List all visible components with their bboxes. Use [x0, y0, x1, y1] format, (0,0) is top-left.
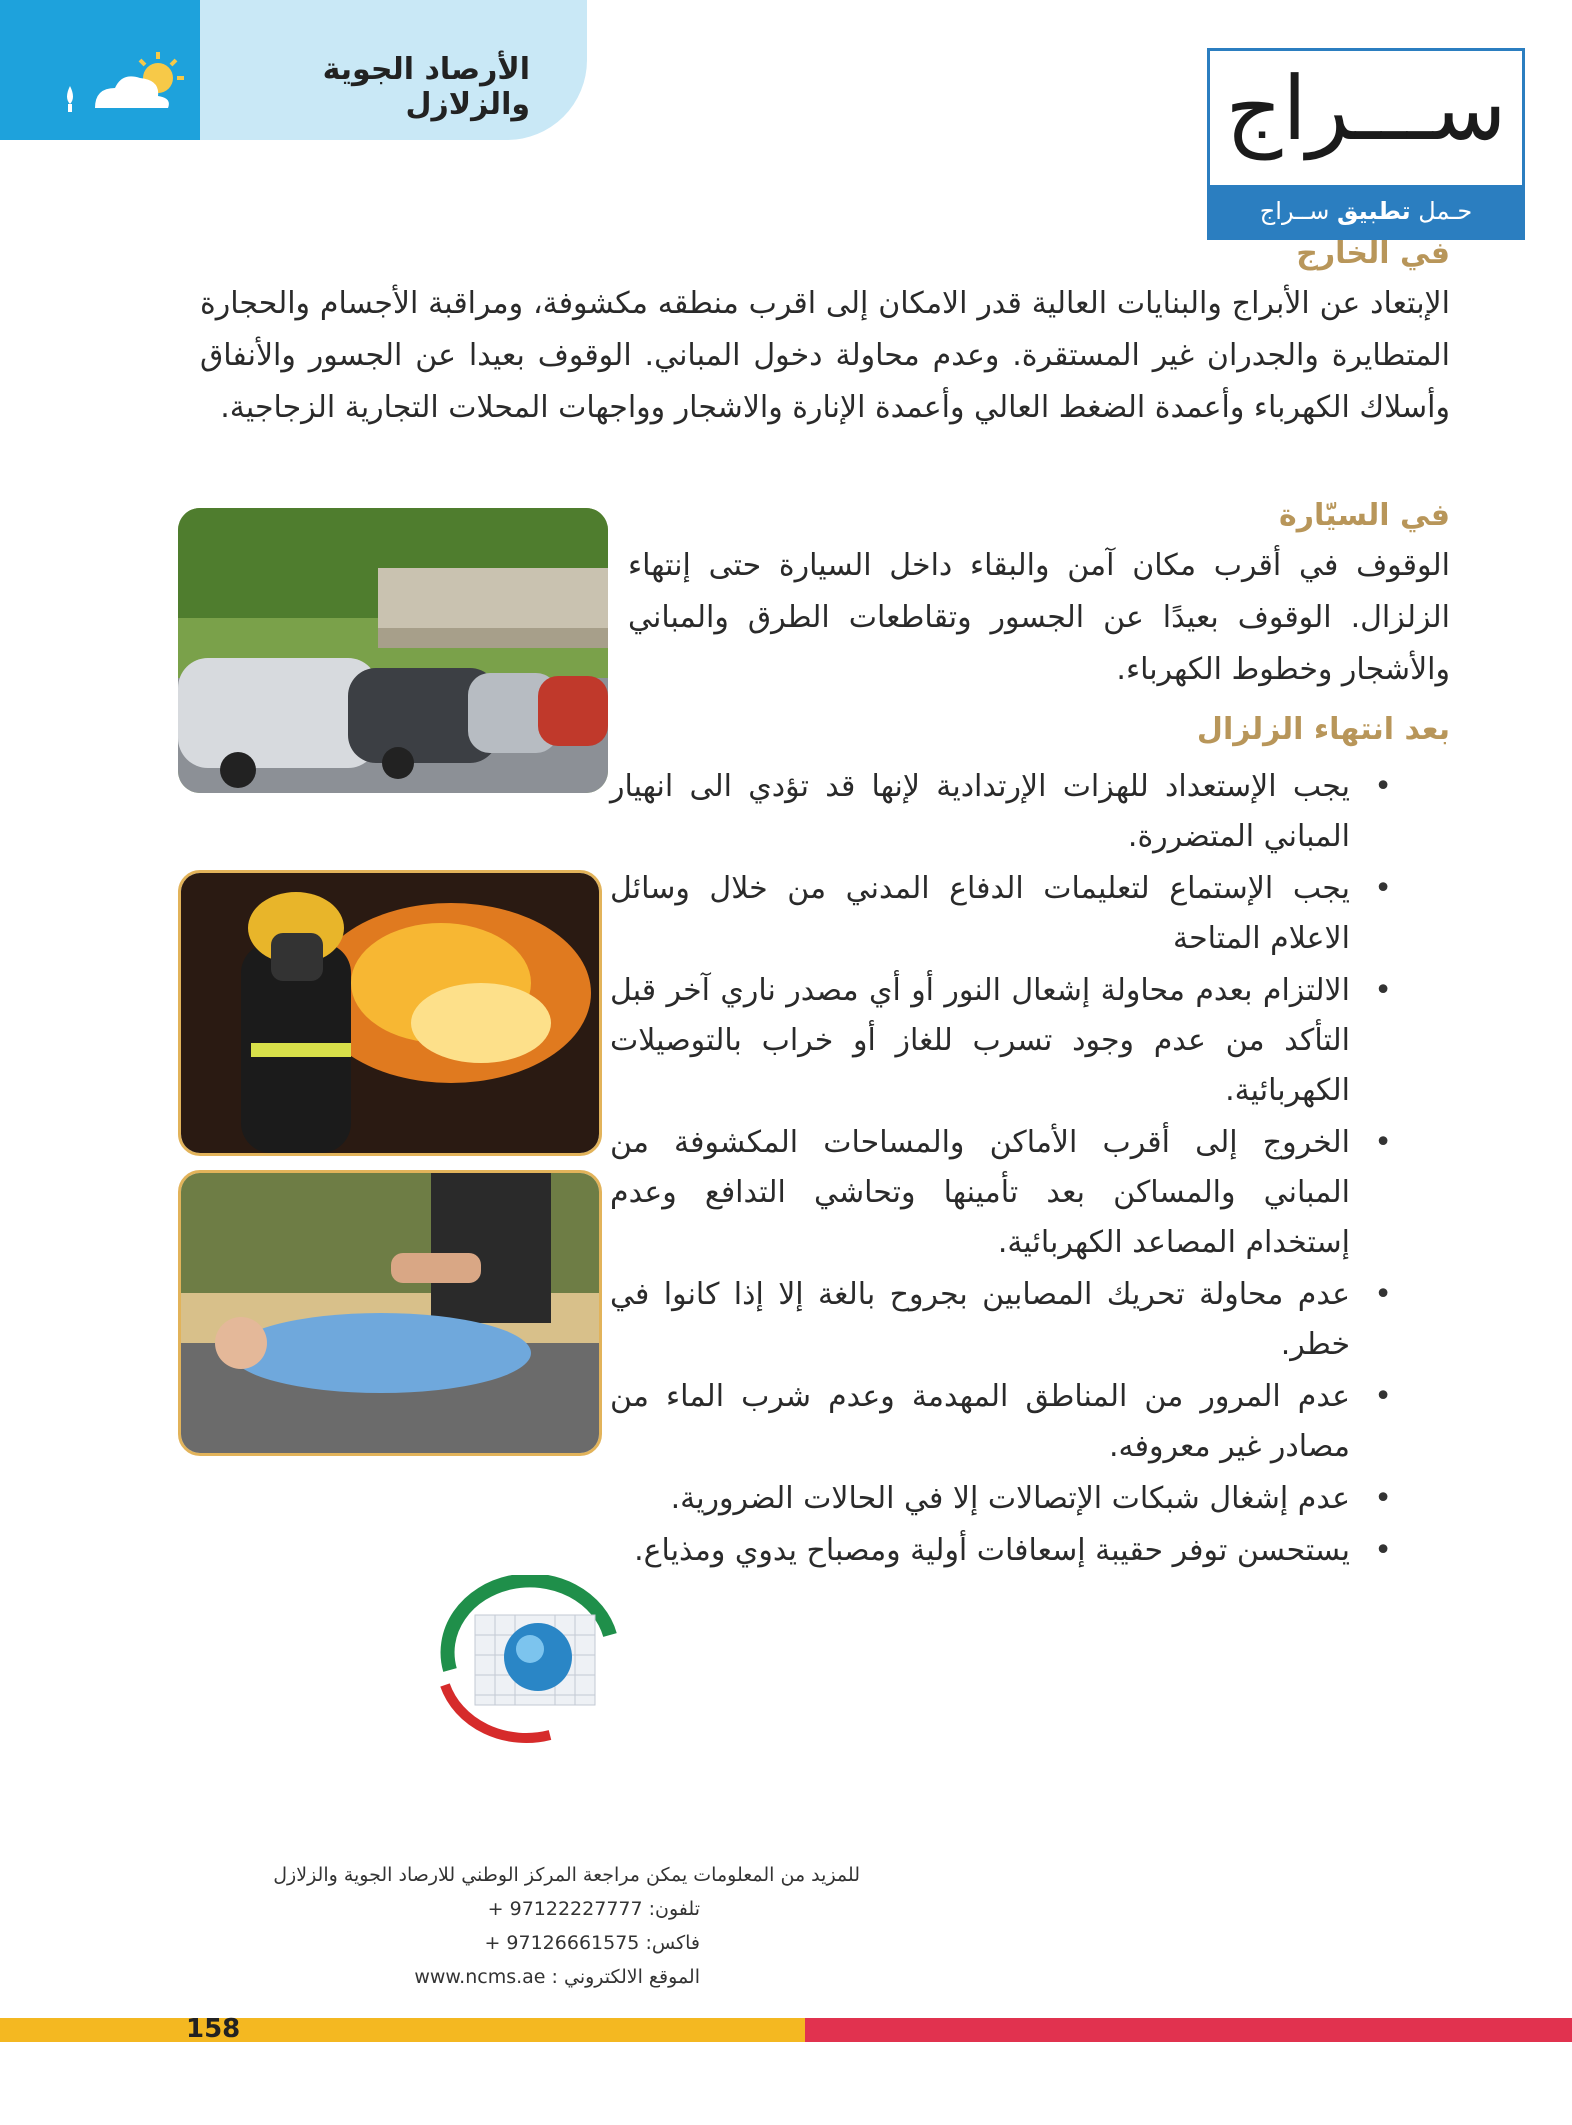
cloud-sun-icon	[0, 0, 200, 140]
siraj-strip-prefix: حـمل	[1418, 197, 1473, 225]
cpr-photo	[178, 1170, 602, 1456]
page-title: الأرصاد الجوية والزلازل	[322, 52, 530, 122]
page-number: 158	[186, 2014, 241, 2044]
footer-bar-yellow	[0, 2018, 805, 2042]
siraj-strip	[1210, 185, 1522, 237]
cars-parked-roadside-photo	[178, 508, 608, 793]
heading-outside: في الخارج	[1296, 236, 1450, 271]
footer-fax: فاكس: 97126661575 +	[484, 1932, 700, 1954]
firefighter-photo	[178, 870, 602, 1156]
footer-website: الموقع الالكتروني : www.ncms.ae	[414, 1966, 700, 1988]
footer-info	[190, 1858, 860, 1994]
footer-phone: تلفون: 97122227777 +	[487, 1898, 700, 1920]
list-item: • يستحسن توفر حقيبة إسعافات أولية ومصباح يدوي ومذياع.	[610, 1526, 1400, 1576]
list-item: • الخروج إلى أقرب الأماكن والمساحات المكشوفة من المباني والمساكن بعد تأمينها وتحاشي التدافع وعدم إستخدام المصاعد الكهربائية.	[610, 1118, 1400, 1268]
siraj-strip-suffix: ســراج	[1259, 197, 1330, 225]
heading-car: في السيّارة	[1278, 498, 1450, 533]
ncms-logo-graphic	[420, 1575, 640, 1745]
heading-after: بعد انتهاء الزلزال	[1196, 712, 1450, 747]
after-bullet-list	[610, 762, 1400, 1578]
firefighter-fire-photo	[181, 873, 599, 1153]
list-item: • يجب الإستعداد للهزات الإرتدادية لإنها قد تؤدي الى انهيار المباني المتضررة.	[610, 762, 1400, 862]
siraj-wordmark: ســـراج	[1225, 57, 1507, 160]
list-item: • يجب الإستماع لتعليمات الدفاع المدني من خلال وسائل الاعلام المتاحة	[610, 864, 1400, 964]
cpr-first-aid-photo	[181, 1173, 599, 1453]
siraj-badge	[1207, 48, 1525, 240]
paragraph-car: الوقوف في أقرب مكان آمن والبقاء داخل السيارة حتى إنتهاء الزلزال. الوقوف بعيدًا عن الجسور وتقاطعات الطرق والمباني والأشجار وخطوط الكهرباء.	[628, 548, 1450, 687]
siraj-strip-bold: تطبيق	[1337, 197, 1411, 225]
footer-bar-red	[805, 2018, 1572, 2042]
list-item: • عدم المرور من المناطق المهدمة وعدم شرب الماء من مصادر غير معروفه.	[610, 1372, 1400, 1472]
paragraph-outside: الإبتعاد عن الأبراج والبنايات العالية قدر الامكان إلى اقرب منطقه مكشوفة، ومراقبة الأجسام والحجارة المتطايرة والجدران غير المستقرة. وعدم محاولة دخول المباني. الوقوف بعيدا عن الجسور والأنفاق وأسلاك الكهرباء وأعمدة الضغط العالي وأعمدة الإنارة والاشجار وواجهات المحلات التجارية الزجاجية.	[200, 286, 1450, 425]
list-item: • الالتزام بعدم محاولة إشعال النور أو أي مصدر ناري آخر قبل التأكد من عدم وجود تسرب للغاز أو خراب بالتوصيلات الكهربائية.	[610, 966, 1400, 1116]
ncms-logo	[420, 1575, 640, 1745]
footer-info-line: للمزيد من المعلومات يمكن مراجعة المركز الوطني للارصاد الجوية والزلازل	[273, 1864, 860, 1886]
list-item: • عدم إشغال شبكات الإتصالات إلا في الحالات الضرورية.	[610, 1474, 1400, 1524]
list-item: • عدم محاولة تحريك المصابين بجروح بالغة إلا إذا كانوا في خطر.	[610, 1270, 1400, 1370]
cars-photo	[178, 508, 608, 793]
header-icon-box	[0, 0, 200, 140]
